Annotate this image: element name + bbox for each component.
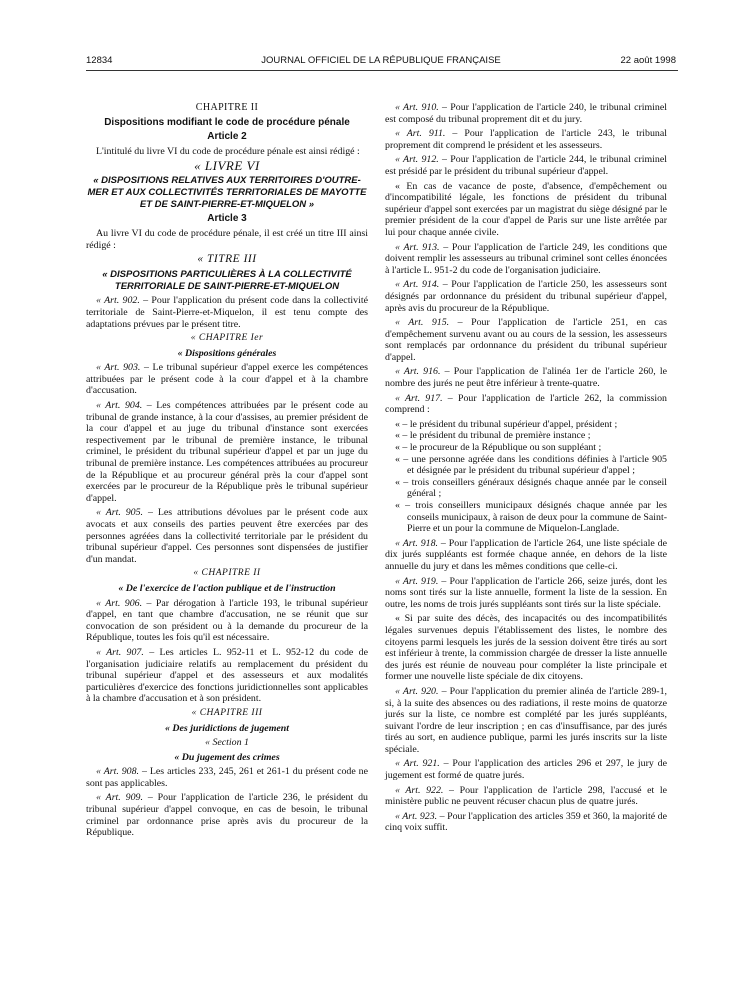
article-914 bbox=[385, 279, 667, 314]
titre-title: « DISPOSITIONS PARTICULIÈRES À LA COLLECTIVITÉ TERRITORIALE DE SAINT-PIERRE-ET-MIQUELON bbox=[102, 268, 352, 292]
paragraph: « En cas de vacance de poste, d'absence, d'empêchement ou d'incompatibilité légale, les fonctions de président du tribunal supérieur d'appel sont exercées par un magistrat du siège désigné par le premier président de la cour d'appel de Paris sur une liste arrêtée par lui pour chaque année civile. bbox=[385, 180, 667, 238]
paragraph: « Si par suite des décès, des incapacités ou des incompatibilités légales survenues depuis l'établissement des listes, le nombre des citoyens parmi lesquels les jurés de la session doivent être tirés au sort est inférieur à trente, la commission chargée de dresser la liste annuelle des jurés est réunie de nouveau pour compléter la liste principale et former une nouvelle liste spéciale de dix citoyens. bbox=[385, 613, 667, 683]
list-item: « – le président du tribunal supérieur d'appel, président ; bbox=[395, 418, 618, 430]
article-918 bbox=[385, 538, 667, 573]
article-923 bbox=[385, 811, 667, 834]
article-913 bbox=[385, 242, 667, 277]
commission-list bbox=[385, 419, 667, 535]
article-text: – Pour l'application de l'article 244, le tribunal criminel est présidé par le président du tribunal supérieur d'appel. bbox=[385, 154, 667, 177]
right-column bbox=[385, 102, 667, 837]
article-text: – Pour l'application de l'alinéa 1er de l'article 260, le nombre des jurés ne peut être inférieur à trente-quatre. bbox=[385, 366, 667, 390]
article-label: « Art. 915. bbox=[395, 317, 450, 329]
article-915 bbox=[385, 317, 667, 363]
article-label: « Art. 903. bbox=[96, 362, 141, 374]
journal-title: JOURNAL OFFICIEL DE LA RÉPUBLIQUE FRANÇAISE bbox=[261, 55, 501, 66]
chapter-1-heading: « CHAPITRE Ier bbox=[190, 333, 264, 344]
article-909 bbox=[86, 792, 368, 838]
article-label: « Art. 918. bbox=[395, 537, 438, 549]
article-text: – Pour l'application du premier alinéa de l'article 289-1, si, à la suite des absences ou des radiations, il reste moins de quatorze jurés sur la liste, ce nombre est complété par les jurés suppléants, suivant l'ordre de leur inscription ; en cas d'insuffisance, par des jurés tirés au sort, en audience publique, parmi les jurés inscrits sur la liste spéciale. bbox=[385, 685, 667, 755]
livre-heading: « LIVRE VI bbox=[194, 158, 260, 174]
article-text: – Le tribunal supérieur d'appel exerce les compétences attribuées par le présent code à la cour d'appel et à la chambre d'accusation. bbox=[86, 362, 368, 397]
article-902 bbox=[86, 295, 368, 330]
article-922 bbox=[385, 785, 667, 808]
chapter-2-title: « De l'exercice de l'action publique et de l'instruction bbox=[118, 582, 336, 594]
chapter-3-heading: « CHAPITRE III bbox=[191, 707, 263, 718]
article-903 bbox=[86, 362, 368, 397]
article-label: « Art. 910. bbox=[395, 102, 439, 113]
article-label: « Art. 908. bbox=[96, 766, 140, 778]
article-2-heading: Article 2 bbox=[207, 131, 247, 143]
article-3-heading: Article 3 bbox=[207, 213, 247, 225]
article-label: « Art. 922. bbox=[395, 784, 444, 796]
article-text: – Pour l'application de l'article 266, seize jurés, dont les noms sont tirés sur la liste annuelle, forment la liste de la session. En outre, les noms de trois jurés suppléants sont tirés sur la liste spéciale. bbox=[385, 575, 667, 610]
article-label: « Art. 917. bbox=[395, 392, 443, 404]
article-text: – Les articles L. 952-11 et L. 952-12 du code de l'organisation judiciaire relatifs au remplacement du président du tribunal supérieur d'appel et des assesseurs et aux modalités particulières d'exercice des fonctions juridictionnelles sont applicables à la chambre d'accusation et à son président. bbox=[86, 646, 368, 705]
article-907 bbox=[86, 647, 368, 705]
article-904 bbox=[86, 400, 368, 504]
article-label: « Art. 920. bbox=[395, 685, 439, 697]
article-text: – Pour l'application de l'article 262, la commission comprend : bbox=[385, 392, 667, 416]
article-text: – Les attributions dévolues par le présent code aux avocats et aux conseils des parties peuvent être exercées par des personnes agréées dans la collectivité territoriale par le président du tribunal supérieur d'appel. Ces personnes sont dispensées de justifier d'un mandat. bbox=[86, 507, 368, 565]
article-text: – Les articles 233, 245, 261 et 261-1 du présent code ne sont pas applicables. bbox=[86, 766, 368, 789]
titre-heading: « TITRE III bbox=[197, 253, 257, 266]
article-label: « Art. 907. bbox=[96, 646, 144, 658]
article-label: « Art. 909. bbox=[96, 792, 143, 804]
article-text: – Pour l'application de l'article 240, le tribunal criminel est composé du tribunal proprement dit et du jury. bbox=[385, 102, 667, 125]
list-item: « – trois conseillers municipaux désignés chaque année par les conseils municipaux, à raison de deux pour la commune de Saint-Pierre et un pour la commune de Miquelon-Langlade. bbox=[395, 500, 667, 535]
article-text: – Pour l'application de l'article 249, les conditions que doivent remplir les assesseurs au tribunal criminel sont celles énoncées à l'article L. 951-2 du code de l'organisation judiciaire. bbox=[385, 241, 667, 276]
article-text: – Pour l'application de l'article 264, une liste spéciale de dix jurés suppléants est formée chaque année, en dehors de la liste annuelle du jury et dans les mêmes conditions que celle-ci. bbox=[385, 537, 667, 572]
article-label: « Art. 912. bbox=[395, 154, 439, 166]
article-921 bbox=[385, 758, 667, 781]
list-item: « – une personne agréée dans les conditions définies à l'article 905 et désignée par le président du tribunal supérieur d'appel ; bbox=[395, 453, 667, 477]
livre-title: « DISPOSITIONS RELATIVES AUX TERRITOIRES D'OUTRE-MER ET AUX COLLECTIVITÉS TERRITORIALES DE MAYOTTE ET DE SAINT-PIERRE-ET-MIQUELON » bbox=[87, 174, 367, 210]
chapter-3-title: « Des juridictions de jugement bbox=[165, 722, 289, 734]
article-text: – Pour l'application de l'article 236, le président du tribunal supérieur d'appel convoque, en cas de besoin, le tribunal criminel par ordonnance prise après avis du procureur de la République. bbox=[86, 792, 368, 839]
article-920 bbox=[385, 686, 667, 756]
page-number: 12834 bbox=[86, 55, 113, 66]
list-item: « – le président du tribunal de première instance ; bbox=[395, 430, 591, 442]
article-910 bbox=[385, 102, 667, 125]
article-label: « Art. 913. bbox=[395, 241, 440, 253]
chapter-heading: CHAPITRE II bbox=[195, 102, 259, 113]
header-rule bbox=[86, 70, 678, 71]
article-label: « Art. 919. bbox=[395, 575, 439, 587]
article-label: « Art. 916. bbox=[395, 366, 441, 378]
article-label: « Art. 906. bbox=[96, 597, 143, 609]
article-text: – Pour l'application des articles 296 et 297, le jury de jugement est formé de quatre jurés. bbox=[385, 758, 667, 782]
chapter-2-heading: « CHAPITRE II bbox=[193, 568, 261, 579]
article-label: « Art. 904. bbox=[96, 400, 143, 412]
article-906 bbox=[86, 598, 368, 644]
section-heading: « Section 1 bbox=[205, 737, 249, 749]
paragraph: Au livre VI du code de procédure pénale, il est créé un titre III ainsi rédigé : bbox=[86, 227, 368, 251]
article-text: – Pour l'application de l'article 243, le tribunal proprement dit comprend le président et les assesseurs. bbox=[385, 128, 667, 151]
article-text: – Pour l'application du présent code dans la collectivité territoriale de Saint-Pierre-et-Miquelon, il est tenu compte des adaptations prévues par le présent titre. bbox=[86, 295, 368, 330]
chapter-title: Dispositions modifiant le code de procédure pénale bbox=[104, 116, 350, 128]
article-919 bbox=[385, 576, 667, 611]
article-text: – Pour l'application de l'article 250, les assesseurs sont désignés par ordonnance du président du tribunal supérieur d'appel, après avis du procureur de la République. bbox=[385, 279, 667, 314]
article-text: – Les compétences attribuées par le présent code au tribunal de grande instance, à la cour d'assises, au premier président de la cour d'appel et au juge du tribunal d'instance sont exercées respectivement par le tribunal de première instance, le tribunal criminel, le président du tribunal supérieur d'appel et par un juge du tribunal de première instance. Les compétences attribuées au procureur de la République et au procureur général près la cour d'appel sont exercées par le procureur de la République près le tribunal supérieur d'appel. bbox=[86, 400, 368, 504]
chapter-1-title: « Dispositions générales bbox=[177, 347, 277, 359]
article-label: « Art. 911. bbox=[395, 128, 446, 140]
article-label: « Art. 914. bbox=[395, 279, 440, 291]
article-label: « Art. 923. bbox=[395, 810, 438, 822]
article-916 bbox=[385, 366, 667, 389]
list-item: « – le procureur de la République ou son suppléant ; bbox=[395, 442, 602, 454]
article-label: « Art. 905. bbox=[96, 507, 144, 519]
list-item: « – trois conseillers généraux désignés chaque année par le conseil général ; bbox=[395, 476, 667, 500]
article-text: – Pour l'application de l'article 251, en cas d'empêchement survenu avant ou au cours de la session, les assesseurs sont remplacés par ordonnance du président du tribunal supérieur d'appel. bbox=[385, 317, 667, 363]
article-911 bbox=[385, 128, 667, 151]
article-text: – Pour l'application de l'article 298, l'accusé et le ministère public ne peuvent récuser chacun plus de quatre jurés. bbox=[385, 784, 667, 808]
article-917 bbox=[385, 393, 667, 416]
section-title: « Du jugement des crimes bbox=[174, 751, 280, 763]
article-label: « Art. 921. bbox=[395, 758, 440, 770]
article-908 bbox=[86, 766, 368, 789]
publication-date: 22 août 1998 bbox=[620, 55, 676, 66]
article-text: – Pour l'application des articles 359 et 360, la majorité de cinq voix suffit. bbox=[385, 810, 667, 834]
paragraph: L'intitulé du livre VI du code de procédure pénale est ainsi rédigé : bbox=[96, 145, 360, 157]
left-column bbox=[86, 102, 368, 842]
article-label: « Art. 902. bbox=[96, 295, 140, 307]
article-912 bbox=[385, 154, 667, 177]
page-header bbox=[86, 55, 676, 69]
article-905 bbox=[86, 507, 368, 565]
article-text: – Par dérogation à l'article 193, le tribunal supérieur d'appel, en tant que chambre d'accusation, ne se réunit que sur convocation de son président ou à la demande du procureur de la République, toutes les fois qu'il est nécessaire. bbox=[86, 597, 368, 644]
